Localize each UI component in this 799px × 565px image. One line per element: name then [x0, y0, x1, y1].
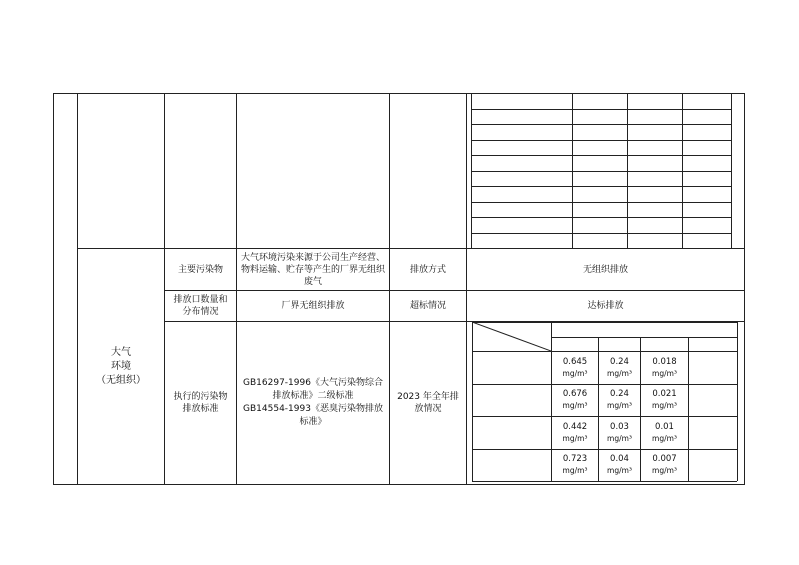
- column-header: [641, 338, 688, 351]
- value-cell: [573, 203, 627, 218]
- value-cell: [641, 417, 688, 449]
- value-cell: [628, 94, 682, 109]
- value-text: 0.24: [610, 389, 629, 400]
- value-cell: [599, 417, 640, 449]
- unit-text: mg/m³: [652, 433, 677, 443]
- annual-label: 2023 年全年排 放情况: [397, 392, 459, 414]
- value-cell: [599, 450, 640, 482]
- value-cell: [552, 352, 598, 384]
- value-text: 0.021: [652, 389, 677, 400]
- value-cell: [683, 172, 731, 187]
- value-cell: [628, 172, 682, 187]
- value-cell: [628, 203, 682, 218]
- border-right: [744, 93, 745, 484]
- main-pollutant-value: 大气环境污染来源于公司生产经营、物料运输、贮存等产生的厂界无组织废气: [240, 252, 385, 287]
- quarter-cell: [474, 385, 550, 417]
- value-cell: [599, 385, 640, 417]
- value-cell: [641, 450, 688, 482]
- value-cell: [641, 385, 688, 417]
- value-text: 0.04: [610, 454, 629, 465]
- unit-text: mg/m³: [607, 368, 632, 378]
- value-cell: [628, 234, 682, 249]
- quarter-cell: [474, 417, 550, 449]
- value-cell: [683, 234, 731, 249]
- unit-text: mg/m³: [562, 368, 588, 378]
- value-cell: [641, 352, 688, 384]
- odor-cell: [689, 417, 737, 449]
- unit-text: mg/m³: [652, 368, 677, 378]
- month-cell: [472, 172, 572, 187]
- value-text: 0.018: [652, 356, 677, 367]
- month-cell: [472, 141, 572, 156]
- value-cell: [683, 156, 731, 171]
- month-cell: [472, 218, 572, 233]
- exceed-label: 超标情况: [409, 301, 446, 311]
- value-text: 0.24: [610, 356, 629, 367]
- qtable-bottom-line: [472, 481, 737, 482]
- diag-bottom-label: [474, 337, 500, 350]
- value-text: 0.03: [610, 421, 629, 432]
- unit-text: mg/m³: [562, 401, 588, 411]
- top-table-vline: [731, 93, 732, 248]
- value-cell: [683, 187, 731, 202]
- unit-text: mg/m³: [562, 433, 588, 443]
- value-cell: [628, 110, 682, 125]
- unit-text: mg/m³: [562, 466, 588, 476]
- value-cell: [628, 218, 682, 233]
- value-text: 0.007: [652, 454, 677, 465]
- value-cell: [552, 450, 598, 482]
- quarter-cell: [474, 450, 550, 482]
- month-cell: [472, 125, 572, 140]
- standard-label: 执行的污染物 排放标准: [173, 392, 228, 414]
- outlet-value: 厂界无组织排放: [281, 301, 345, 311]
- value-cell: [552, 417, 598, 449]
- border-left: [53, 93, 54, 484]
- column-header: [552, 338, 598, 351]
- category-label: 大气 环境 （无组织）: [96, 346, 146, 386]
- upper-col3-right: [236, 93, 237, 484]
- border-bottom: [53, 484, 745, 485]
- unit-text: mg/m³: [652, 401, 677, 411]
- unit-text: mg/m³: [607, 466, 632, 476]
- value-cell: [683, 218, 731, 233]
- value-cell: [573, 94, 627, 109]
- unit-text: mg/m³: [607, 401, 632, 411]
- month-cell: [472, 156, 572, 171]
- quarter-cell: [474, 352, 550, 384]
- value-cell: [573, 156, 627, 171]
- month-cell: [472, 234, 572, 249]
- value-cell: [573, 125, 627, 140]
- unit-text: mg/m³: [652, 466, 677, 476]
- value-cell: [628, 125, 682, 140]
- value-cell: [683, 203, 731, 218]
- value-cell: [683, 110, 731, 125]
- group-header: [552, 323, 737, 337]
- column-header: [689, 338, 737, 351]
- value-cell: [628, 187, 682, 202]
- month-cell: [472, 110, 572, 125]
- value-cell: [573, 110, 627, 125]
- value-text: 0.01: [655, 421, 674, 432]
- month-cell: [472, 203, 572, 218]
- unit-text: mg/m³: [607, 433, 632, 443]
- value-text: 0.442: [562, 421, 588, 432]
- value-cell: [552, 385, 598, 417]
- value-cell: [573, 218, 627, 233]
- value-cell: [573, 141, 627, 156]
- column-header: [599, 338, 640, 351]
- value-text: 0.676: [562, 389, 588, 400]
- value-cell: [628, 156, 682, 171]
- exceed-value: 达标排放: [587, 301, 624, 311]
- value-cell: [683, 141, 731, 156]
- odor-cell: [689, 450, 737, 482]
- qtable-right-line: [737, 322, 738, 481]
- month-cell: [472, 94, 572, 109]
- value-cell: [573, 234, 627, 249]
- value-text: 0.645: [562, 356, 588, 367]
- main-pollutant-label: 主要污染物: [177, 264, 223, 275]
- outlet-label: 排放口数量和 分布情况: [173, 295, 228, 317]
- odor-cell: [689, 352, 737, 384]
- month-cell: [472, 187, 572, 202]
- value-cell: [683, 94, 731, 109]
- value-cell: [573, 172, 627, 187]
- discharge-method-value: 无组织排放: [582, 264, 628, 275]
- discharge-method-label: 排放方式: [409, 264, 446, 275]
- value-text: 0.723: [562, 454, 588, 465]
- standard-value: GB16297-1996《大气污染物综合排放标准》二级标准 GB14554-1993《恶臭污染物排放标准》: [243, 378, 383, 427]
- value-cell: [599, 352, 640, 384]
- odor-cell: [689, 385, 737, 417]
- value-cell: [683, 125, 731, 140]
- value-cell: [628, 141, 682, 156]
- diag-top-label: [494, 323, 534, 336]
- value-cell: [573, 187, 627, 202]
